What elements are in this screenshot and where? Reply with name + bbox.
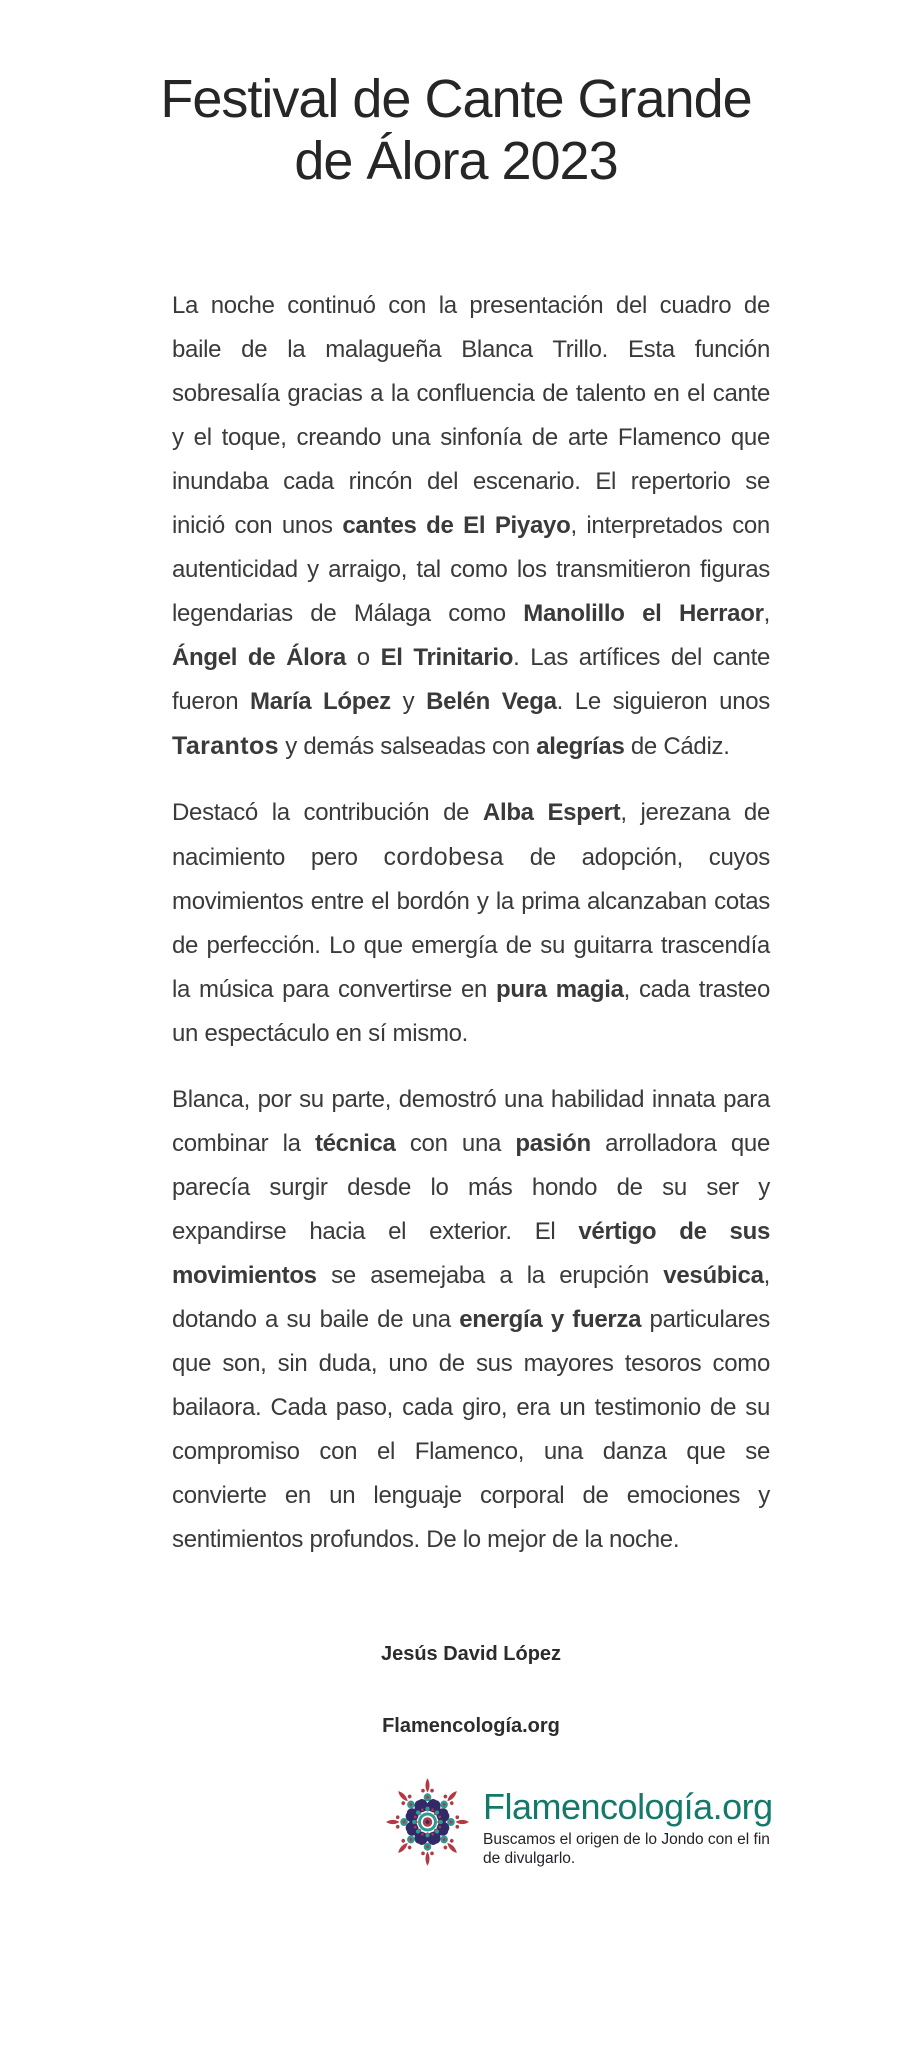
text-run-bold: El Trinitario bbox=[380, 644, 514, 671]
text-run: , interpretados con autenticidad y arraigo, tal como los transmitieron figuras legendarias de Málaga como bbox=[172, 512, 770, 627]
article bbox=[172, 284, 773, 1868]
text-run: , dotando a su baile de una bbox=[172, 1262, 770, 1333]
text-run: de adopción, cuyos movimientos entre el bordón y la prima alcanzaban cotas de perfección. Lo que emergía de su guitarra trascendía la música para convertirse en bbox=[172, 844, 771, 1003]
text-run-bold: vesúbica bbox=[663, 1262, 764, 1289]
text-run-bold: María López bbox=[250, 688, 391, 715]
text-run: se asemejaba a la erupción bbox=[316, 1262, 664, 1289]
logo-tagline: Buscamos el origen de lo Jondo con el fin de divulgarlo. bbox=[483, 1831, 770, 1867]
text-run: y demás salseadas con bbox=[278, 733, 537, 760]
text-run-bold: pura magia bbox=[496, 976, 624, 1003]
text-run-bold: vértigo de sus movimientos bbox=[172, 1218, 770, 1289]
text-run-bold: energía y fuerza bbox=[459, 1306, 642, 1333]
text-run: cordobesa bbox=[383, 843, 504, 871]
text-run-bold: técnica bbox=[314, 1130, 396, 1157]
text-run-bold: Tarantos bbox=[172, 732, 279, 760]
text-run-bold: alegrías bbox=[536, 733, 625, 760]
text-run: . Las artífices del cante fueron bbox=[172, 644, 770, 715]
byline: Jesús David López bbox=[380, 1643, 562, 1665]
text-run-bold: pasión bbox=[515, 1130, 591, 1157]
mandala-rosette-icon bbox=[380, 1776, 475, 1868]
text-run: Destacó la contribución de bbox=[172, 799, 483, 826]
text-run-bold: Belén Vega bbox=[426, 688, 557, 715]
text-run: con una bbox=[395, 1130, 516, 1157]
site-name: Flamencología.org bbox=[382, 1715, 560, 1737]
text-run: arrolladora que parecía surgir desde lo más hondo de su ser y expandirse hacia el exterior. El bbox=[172, 1130, 770, 1245]
logo-text bbox=[483, 1776, 787, 1868]
paragraph-2 bbox=[172, 791, 770, 1056]
text-run: y bbox=[390, 688, 427, 715]
logo bbox=[380, 1776, 773, 1868]
text-run-bold: cantes de El Piyayo bbox=[342, 512, 571, 539]
paragraph-3 bbox=[172, 1078, 770, 1562]
text-run: o bbox=[345, 644, 381, 671]
text-run: , bbox=[763, 600, 770, 627]
text-run-bold: Alba Espert bbox=[482, 799, 621, 826]
paragraph-1 bbox=[172, 284, 770, 769]
text-run: La noche continuó con la presentación del cuadro de baile de la malagueña Blanca Trillo. Esta función sobresalía gracias a la confluencia de talento en el cante y el toque, creando una sinfonía de arte Flamenco que inundaba cada rincón del escenario. El repertorio se inició con unos bbox=[172, 292, 770, 539]
text-run: particulares que son, sin duda, uno de sus mayores tesoros como bailaora. Cada paso, cada giro, era un testimonio de su compromiso con el Flamenco, una danza que se convierte en un lenguaje corporal de emociones y sentimientos profundos. De lo mejor de la noche. bbox=[172, 1306, 770, 1553]
text-run: Blanca, por su parte, demostró una habilidad innata para combinar la bbox=[172, 1086, 770, 1157]
text-run-bold: Ángel de Álora bbox=[172, 644, 346, 671]
text-run: . Le siguieron unos bbox=[556, 688, 770, 715]
logo-brand: Flamencología.org bbox=[483, 1786, 773, 1827]
text-run: , cada trasteo un espectáculo en sí mismo. bbox=[172, 976, 771, 1047]
text-run-bold: Manolillo el Herraor bbox=[523, 600, 764, 627]
page-title: Festival de Cante Grande de Álora 2023 bbox=[160, 69, 752, 191]
text-run: , jerezana de nacimiento pero bbox=[172, 799, 770, 871]
text-run: de Cádiz. bbox=[624, 733, 730, 760]
